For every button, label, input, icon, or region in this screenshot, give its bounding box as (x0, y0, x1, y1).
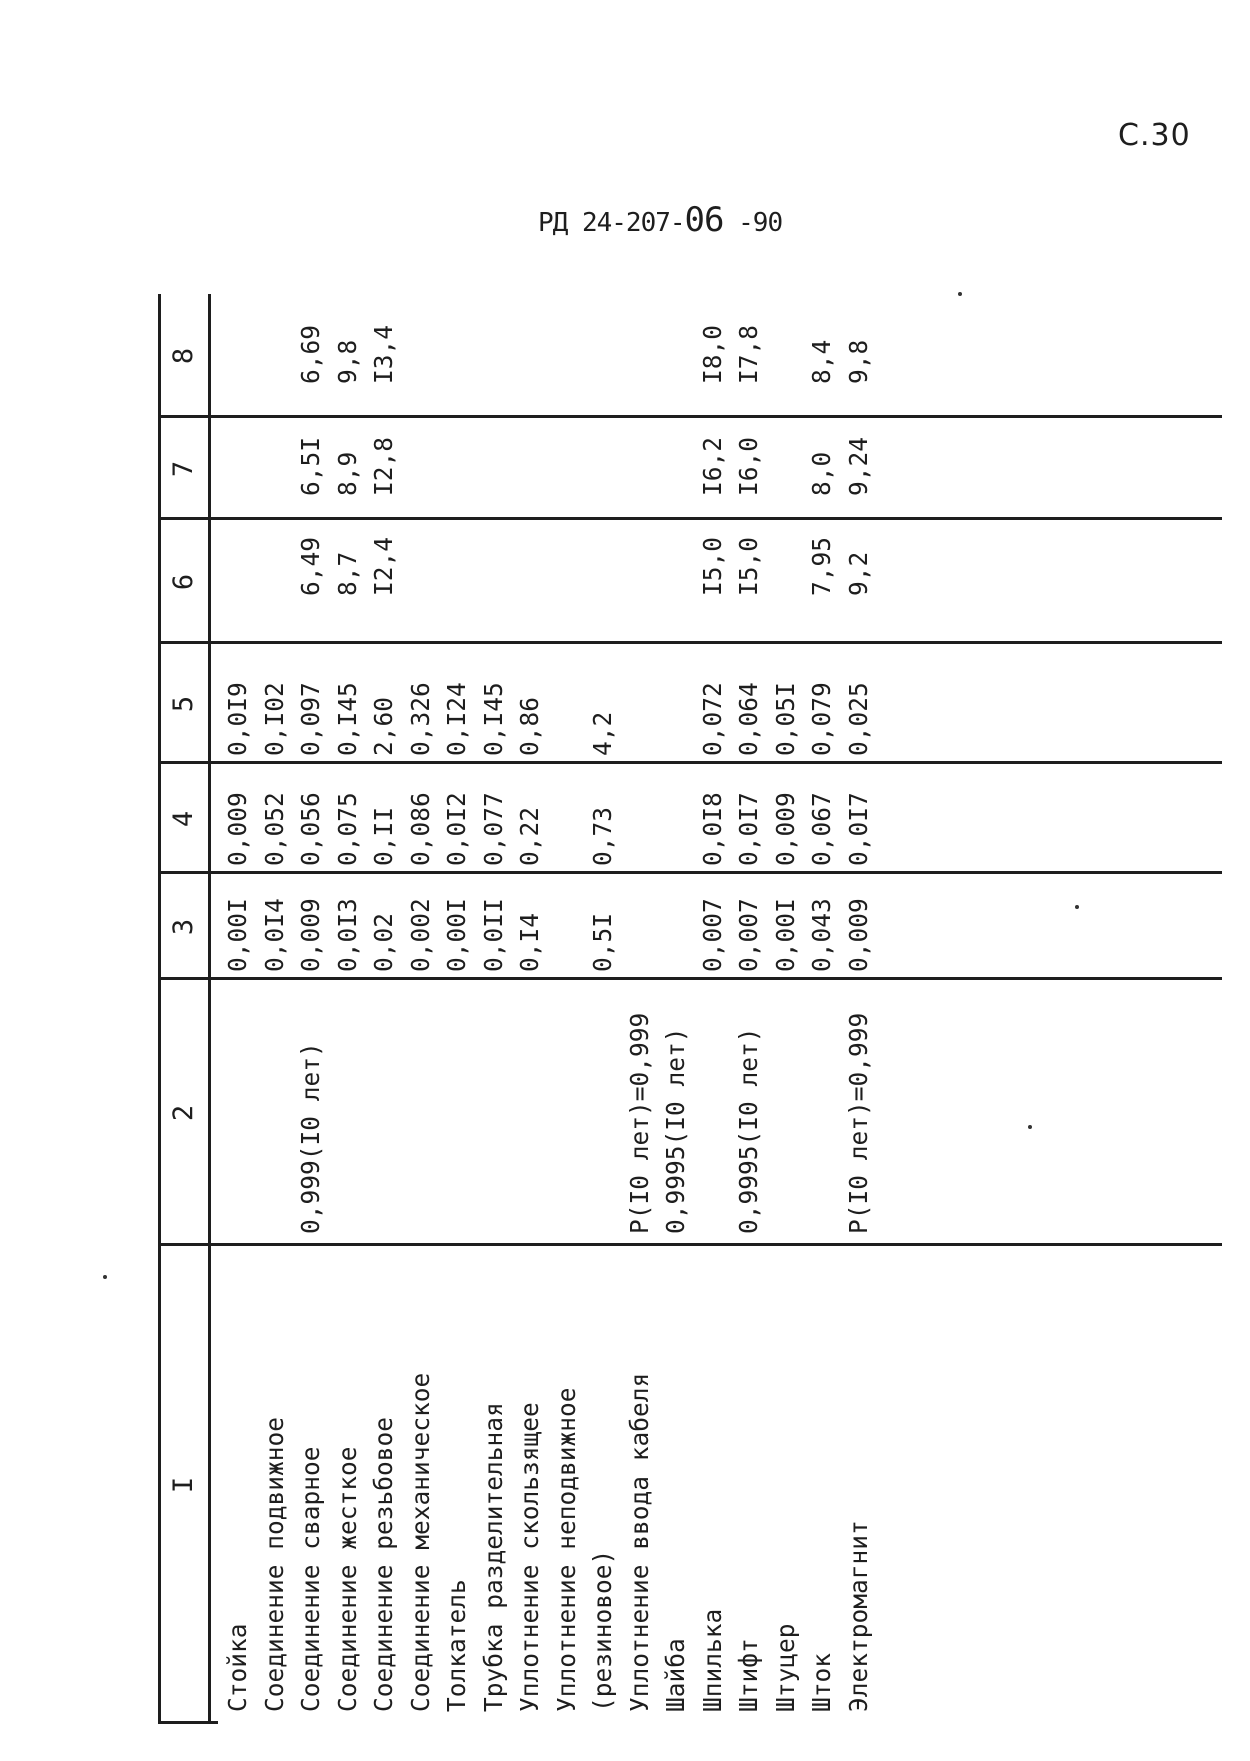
table-cell-c1: Соединение жесткое (332, 1446, 362, 1712)
table-cell-c2 (257, 1013, 294, 1234)
table-cell-c4 (622, 792, 659, 866)
table-cell-c7 (512, 437, 549, 496)
table-cell-c5: 0,097 (296, 682, 325, 756)
header-col-7: 7 (168, 460, 199, 478)
table-cell-c7 (220, 437, 257, 496)
table-cell-c3 (658, 898, 695, 972)
col-rule-7 (158, 517, 1222, 520)
table-cell-c1: Трубка разделительная (478, 1402, 508, 1712)
table-cell-c7 (257, 437, 294, 496)
table-cell-c1: Штифт (734, 1638, 763, 1712)
column-7-values (220, 437, 877, 496)
table-cell-c5 (622, 682, 659, 756)
table-cell-c8: 8,4 (807, 339, 836, 384)
doc-code-prefix: РД 24-207- (538, 208, 685, 238)
table-cell-c2 (512, 1013, 549, 1234)
table-cell-c3: 0,007 (734, 898, 763, 972)
table-cell-c6 (549, 537, 586, 596)
scan-speck (1028, 1125, 1032, 1129)
col-rule-6 (158, 641, 1222, 644)
table-cell-c6: 8,7 (332, 551, 362, 596)
table-cell-c3: 0,002 (405, 898, 435, 972)
table-cell-c2 (549, 1013, 586, 1234)
table-cell-c5: 0,025 (843, 682, 873, 756)
table-cell-c6: 7,95 (807, 536, 836, 596)
table-cell-c5: 0,072 (697, 682, 727, 756)
table-cell-c6: I2,4 (369, 536, 398, 596)
table-cell-c5: 0,I45 (332, 682, 362, 756)
table-cell-c6 (476, 537, 513, 596)
col-rule-3 (158, 977, 1222, 980)
table-cell-c2 (220, 1013, 257, 1234)
table-cell-c4: 0,052 (259, 792, 289, 866)
table-cell-c1: Толкатель (442, 1579, 471, 1712)
table-cell-c8: I3,4 (369, 324, 398, 384)
table-cell-c5: 0,05I (770, 682, 800, 756)
scan-speck (958, 292, 962, 296)
page-number: C.30 (1118, 118, 1191, 153)
col-rule-4 (158, 871, 1222, 874)
table-cell-c4: 0,067 (807, 792, 836, 866)
table-cell-c3: 0,0II (478, 898, 508, 972)
table-cell-c3 (549, 898, 586, 972)
table-cell-c5 (658, 682, 695, 756)
header-col-1: I (168, 1476, 199, 1494)
column-6-values (220, 537, 877, 596)
table-cell-c1: Уплотнение скользящее (515, 1402, 544, 1712)
table-cell-c7: 9,24 (843, 436, 873, 496)
table-cell-c7 (439, 437, 476, 496)
table-cell-c3: 0,5I (588, 912, 617, 972)
table-cell-c2 (439, 1013, 476, 1234)
table-cell-c1: Соединение механическое (405, 1372, 435, 1712)
table-cell-c4: 0,0I7 (734, 792, 763, 866)
table-cell-c4: 0,086 (405, 792, 435, 866)
table-cell-c1: Шпилька (697, 1608, 727, 1712)
table-cell-c1: Штуцер (770, 1623, 800, 1712)
table-cell-c5: 0,079 (807, 682, 836, 756)
table-cell-c8 (585, 325, 622, 384)
table-cell-c8 (257, 325, 294, 384)
table-cell-c3: 0,007 (697, 898, 727, 972)
col-rule-2 (158, 1243, 1222, 1246)
table-cell-c2 (476, 1013, 513, 1234)
table-cell-c7: 8,9 (332, 451, 362, 496)
table-cell-c8 (658, 325, 695, 384)
table-cell-c7: I6,0 (734, 436, 763, 496)
table-cell-c6: I5,0 (697, 536, 727, 596)
col-rule-5 (158, 761, 1222, 764)
table-cell-c7 (768, 437, 805, 496)
table-cell-c8 (439, 325, 476, 384)
scan-speck (103, 1275, 107, 1279)
table-cell-c6 (622, 537, 659, 596)
table-cell-c6: 6,49 (296, 536, 325, 596)
table-cell-c7: I2,8 (369, 436, 398, 496)
table-cell-c8 (476, 325, 513, 384)
table-cell-c3: 0,00I (223, 898, 252, 972)
table-cell-c1: Стойка (223, 1623, 252, 1712)
table-cell-c7: 6,5I (296, 436, 325, 496)
table-cell-c1: Шайба (661, 1638, 690, 1712)
table-cell-c5: 0,0I9 (223, 682, 252, 756)
table-cell-c4: 0,0I8 (697, 792, 727, 866)
table-cell-c5 (549, 682, 586, 756)
table-cell-c6 (257, 537, 294, 596)
table-cell-c3: 0,I4 (515, 912, 544, 972)
table-cell-c3: 0,043 (807, 898, 836, 972)
header-col-3: 3 (168, 918, 199, 936)
table-cell-c6: I5,0 (734, 536, 763, 596)
table-cell-c1: Соединение резьбовое (369, 1416, 398, 1712)
rotated-table (158, 294, 1222, 1724)
doc-code-number: 06 (684, 200, 724, 240)
table-cell-c7 (476, 437, 513, 496)
table-cell-c7 (403, 437, 440, 496)
table-cell-c4: 0,0I2 (442, 792, 471, 866)
table-cell-c4: 0,0I7 (843, 792, 873, 866)
table-cell-c4 (549, 792, 586, 866)
table-cell-c5: 0,I45 (478, 682, 508, 756)
table-cell-c1: Уплотнение неподвижное (551, 1387, 581, 1712)
header-col-5: 5 (168, 695, 199, 713)
table-cell-c7: I6,2 (697, 436, 727, 496)
table-cell-c3: 0,009 (843, 898, 873, 972)
table-cell-c8: I7,8 (734, 324, 763, 384)
table-cell-c5: 0,064 (734, 682, 763, 756)
table-cell-c3: 0,00I (442, 898, 471, 972)
table-cell-c7 (622, 437, 659, 496)
table-cell-c7 (585, 437, 622, 496)
document-code (538, 200, 782, 240)
table-cell-c1: (резиновое) (588, 1549, 617, 1712)
column-4-values (220, 792, 877, 866)
table-cell-c5: 0,86 (515, 696, 544, 756)
column-5-values (220, 682, 877, 756)
table-cell-c4: 0,009 (223, 792, 252, 866)
header-col-2: 2 (168, 1104, 199, 1122)
table-cell-c7 (658, 437, 695, 496)
table-cell-c3: 0,0I3 (332, 898, 362, 972)
table-cell-c5: 4,2 (588, 711, 617, 756)
table-cell-c5: 2,60 (369, 696, 398, 756)
table-cell-c8: I8,0 (697, 324, 727, 384)
header-col-4: 4 (168, 810, 199, 828)
table-cell-c2: 0,9995(I0 лет) (734, 1027, 763, 1234)
header-col-8: 8 (168, 347, 199, 365)
column-8-values (220, 325, 877, 384)
table-cell-c2 (330, 1013, 367, 1234)
table-cell-c2: P(I0 лет)=0,999 (843, 1012, 873, 1234)
table-cell-c2: 0,999(I0 лет) (296, 1042, 325, 1234)
scan-speck (1075, 905, 1079, 909)
table-cell-c6 (768, 537, 805, 596)
table-cell-c1: Соединение сварное (296, 1446, 325, 1712)
table-cell-c4: 0,056 (296, 792, 325, 866)
table-cell-c6 (403, 537, 440, 596)
table-cell-c8 (768, 325, 805, 384)
table-cell-c8 (622, 325, 659, 384)
table-cell-c8: 9,8 (332, 339, 362, 384)
table-cell-c1: Шток (807, 1652, 836, 1712)
header-col-6: 6 (168, 573, 199, 591)
table-cell-c2 (695, 1013, 732, 1234)
table-cell-c7: 8,0 (807, 451, 836, 496)
table-cell-c2 (403, 1013, 440, 1234)
table-cell-c2 (366, 1013, 403, 1234)
table-cell-c8 (220, 325, 257, 384)
table-cell-c1: Соединение подвижное (259, 1416, 289, 1712)
table-cell-c4: 0,II (369, 806, 398, 866)
table-cell-c8 (403, 325, 440, 384)
table-cell-c3: 0,00I (770, 898, 800, 972)
reliability-column (220, 1013, 877, 1234)
table-cell-c7 (549, 437, 586, 496)
table-cell-c6: 9,2 (843, 551, 873, 596)
table-cell-c2 (804, 1013, 841, 1234)
table-cell-c1: Уплотнение ввода кабеля (624, 1372, 654, 1712)
table-cell-c8 (512, 325, 549, 384)
table-cell-c6 (439, 537, 476, 596)
table-cell-c2: P(I0 лет)=0,999 (624, 1012, 654, 1234)
table-cell-c3 (622, 898, 659, 972)
table-cell-c5: 0,I02 (259, 682, 289, 756)
table-cell-c8: 6,69 (296, 324, 325, 384)
table-cell-c5: 0,326 (405, 682, 435, 756)
table-cell-c4: 0,075 (332, 792, 362, 866)
column-3-values (220, 898, 877, 972)
table-cell-c4: 0,22 (515, 806, 544, 866)
table-cell-c6 (585, 537, 622, 596)
table-cell-c6 (220, 537, 257, 596)
table-cell-c6 (512, 537, 549, 596)
table-cell-c3: 0,0I4 (259, 898, 289, 972)
table-cell-c2 (768, 1013, 805, 1234)
table-cell-c1: Электромагнит (843, 1520, 873, 1712)
table-cell-c4 (658, 792, 695, 866)
table-cell-c5: 0,I24 (442, 682, 471, 756)
doc-code-suffix: -90 (723, 208, 783, 238)
table-cell-c8 (549, 325, 586, 384)
table-cell-c2: 0,9995(I0 лет) (661, 1027, 690, 1234)
table-cell-c4: 0,077 (478, 792, 508, 866)
component-names-column (220, 1373, 877, 1712)
table-cell-c3: 0,009 (296, 898, 325, 972)
table-cell-c6 (658, 537, 695, 596)
table-cell-c4: 0,009 (770, 792, 800, 866)
table-cell-c4: 0,73 (588, 806, 617, 866)
col-rule-8 (158, 415, 1222, 418)
table-cell-c3: 0,02 (369, 912, 398, 972)
table-cell-c8: 9,8 (843, 339, 873, 384)
table-cell-c2 (585, 1013, 622, 1234)
